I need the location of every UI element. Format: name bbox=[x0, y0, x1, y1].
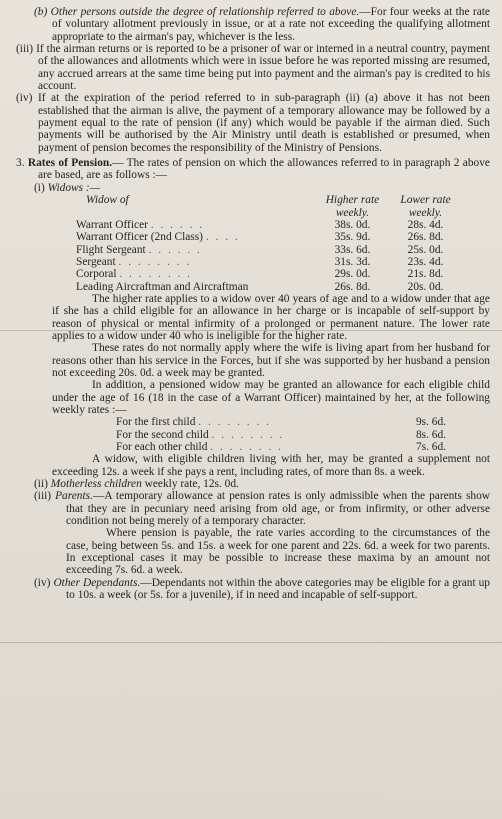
table-row: Leading Aircraftman and Aircraftman 26s. 8d. 20s. 0d. bbox=[76, 280, 444, 293]
widows-heading: (i) Widows :— bbox=[34, 181, 100, 194]
rent-supplement-note: A widow, with eligible children living with her, may be granted a supplement not exceeding 12s. a week if she pays a rent, including rates, of more than 8s. a week. bbox=[52, 453, 490, 478]
paragraph-b: (b) Other persons outside the degree of relationship referred to above.—For four weeks at the rate of voluntary allotment previously in issue, or at a rate not exceeding the qualifying allotment appropriate to the airman's pay, whichever is the less. bbox=[34, 6, 490, 43]
paragraph-b-heading: Other persons outside the degree of relationship referred to above. bbox=[50, 6, 360, 18]
widow-rates-table bbox=[76, 194, 462, 293]
paragraph-iii: (iii) If the airman returns or is reported to be a prisoner of war or interned in a neutral country, payment of the allowances and allotments which were in issue before he was reported missing are resumed, any accrued arrears at the same time being put into payment and the airman's pay is credited to his account. bbox=[16, 43, 490, 93]
not-apply-note: These rates do not normally apply where the wife is living apart from her husband for reasons other than his service in the Forces, but if she was supported by her husband a pension not exceeding 20s. 0d. a week may be granted. bbox=[52, 342, 490, 379]
section-3: 3. Rates of Pension.— The rates of pension on which the allowances referred to in paragraph 2 above are based, are as follows :— bbox=[16, 157, 490, 182]
table-row: For each other child . . . . . . . . 7s. 6d. bbox=[116, 441, 446, 454]
table-row: Warrant Officer . . . . . . 38s. 0d. 28s. 4d. bbox=[76, 218, 444, 231]
section-3-title: Rates of Pension. bbox=[27, 157, 113, 170]
table-row: Sergeant . . . . . . . . 31s. 3d. 23s. 4d. bbox=[76, 255, 444, 268]
table-row: Corporal . . . . . . . . 29s. 0d. 21s. 8d. bbox=[76, 268, 444, 281]
child-rates-table bbox=[116, 416, 446, 453]
paragraph-iv: (iv) If at the expiration of the period referred to in sub-paragraph (ii) (a) above it has not been established that the airman is alive, the payment of a temporary allowance may be followed by a payment equal to the rate of pension (if any) which would be payable if the airman died. Such payments will be authorised by the Air Ministry until death is established or presumed, when payment of pension becomes the responsibility of the Ministry of Pensions. bbox=[16, 92, 490, 154]
higher-rate-note: The higher rate applies to a widow over 40 years of age and to a widow under that age if she has a child eligible for an allowance in her charge or is incapable of self-support by reason of physical or mental infirmity of a prolonged or permanent nature. The lower rate applies to a widow under 40 who is ineligible for the higher rate. bbox=[52, 292, 490, 342]
table-row: For the second child . . . . . . . . 8s. 6d. bbox=[116, 428, 446, 441]
parents-paragraph: (iii) Parents.—A temporary allowance at pension rates is only admissible when the parents show that they are in pecuniary need arising from old age, or from infirmity, or other adverse condition not being merely of a temporary character. bbox=[34, 490, 490, 528]
child-allowance-intro: In addition, a pensioned widow may be granted an allowance for each eligible child under the age of 16 (18 in the case of a Warrant Officer) maintained by her, at the following weekly rates :— bbox=[52, 379, 490, 416]
paper-fold-line bbox=[0, 330, 502, 331]
paper-fold-line bbox=[0, 642, 502, 643]
other-dependants: (iv) Other Dependants.—Dependants not within the above categories may be eligible for a grant up to 10s. a week (or 5s. for a juvenile), if in need and incapable of self-support. bbox=[34, 576, 491, 602]
table-row: Flight Sergeant . . . . . . 33s. 6d. 25s. 0d. bbox=[76, 243, 444, 256]
table-row: Warrant Officer (2nd Class) . . . . 35s. 9d. 26s. 8d. bbox=[76, 231, 444, 244]
table-row: For the first child . . . . . . . . 9s. 6d. bbox=[116, 416, 446, 429]
table-subheader: weekly. weekly. bbox=[335, 206, 443, 219]
motherless-children: (ii) Motherless children weekly rate, 12s. 0d. bbox=[34, 478, 239, 491]
parents-payable-note: Where pension is payable, the rate varies according to the circumstances of the case, being between 5s. and 15s. a week for one parent and 22s. 6d. a week for two parents. In exceptional cases it may be possible to increase these maxima by an amount not exceeding 7s. 6d. a week. bbox=[66, 527, 490, 577]
table-header: Widow of Higher rate Lower rate bbox=[86, 194, 451, 207]
